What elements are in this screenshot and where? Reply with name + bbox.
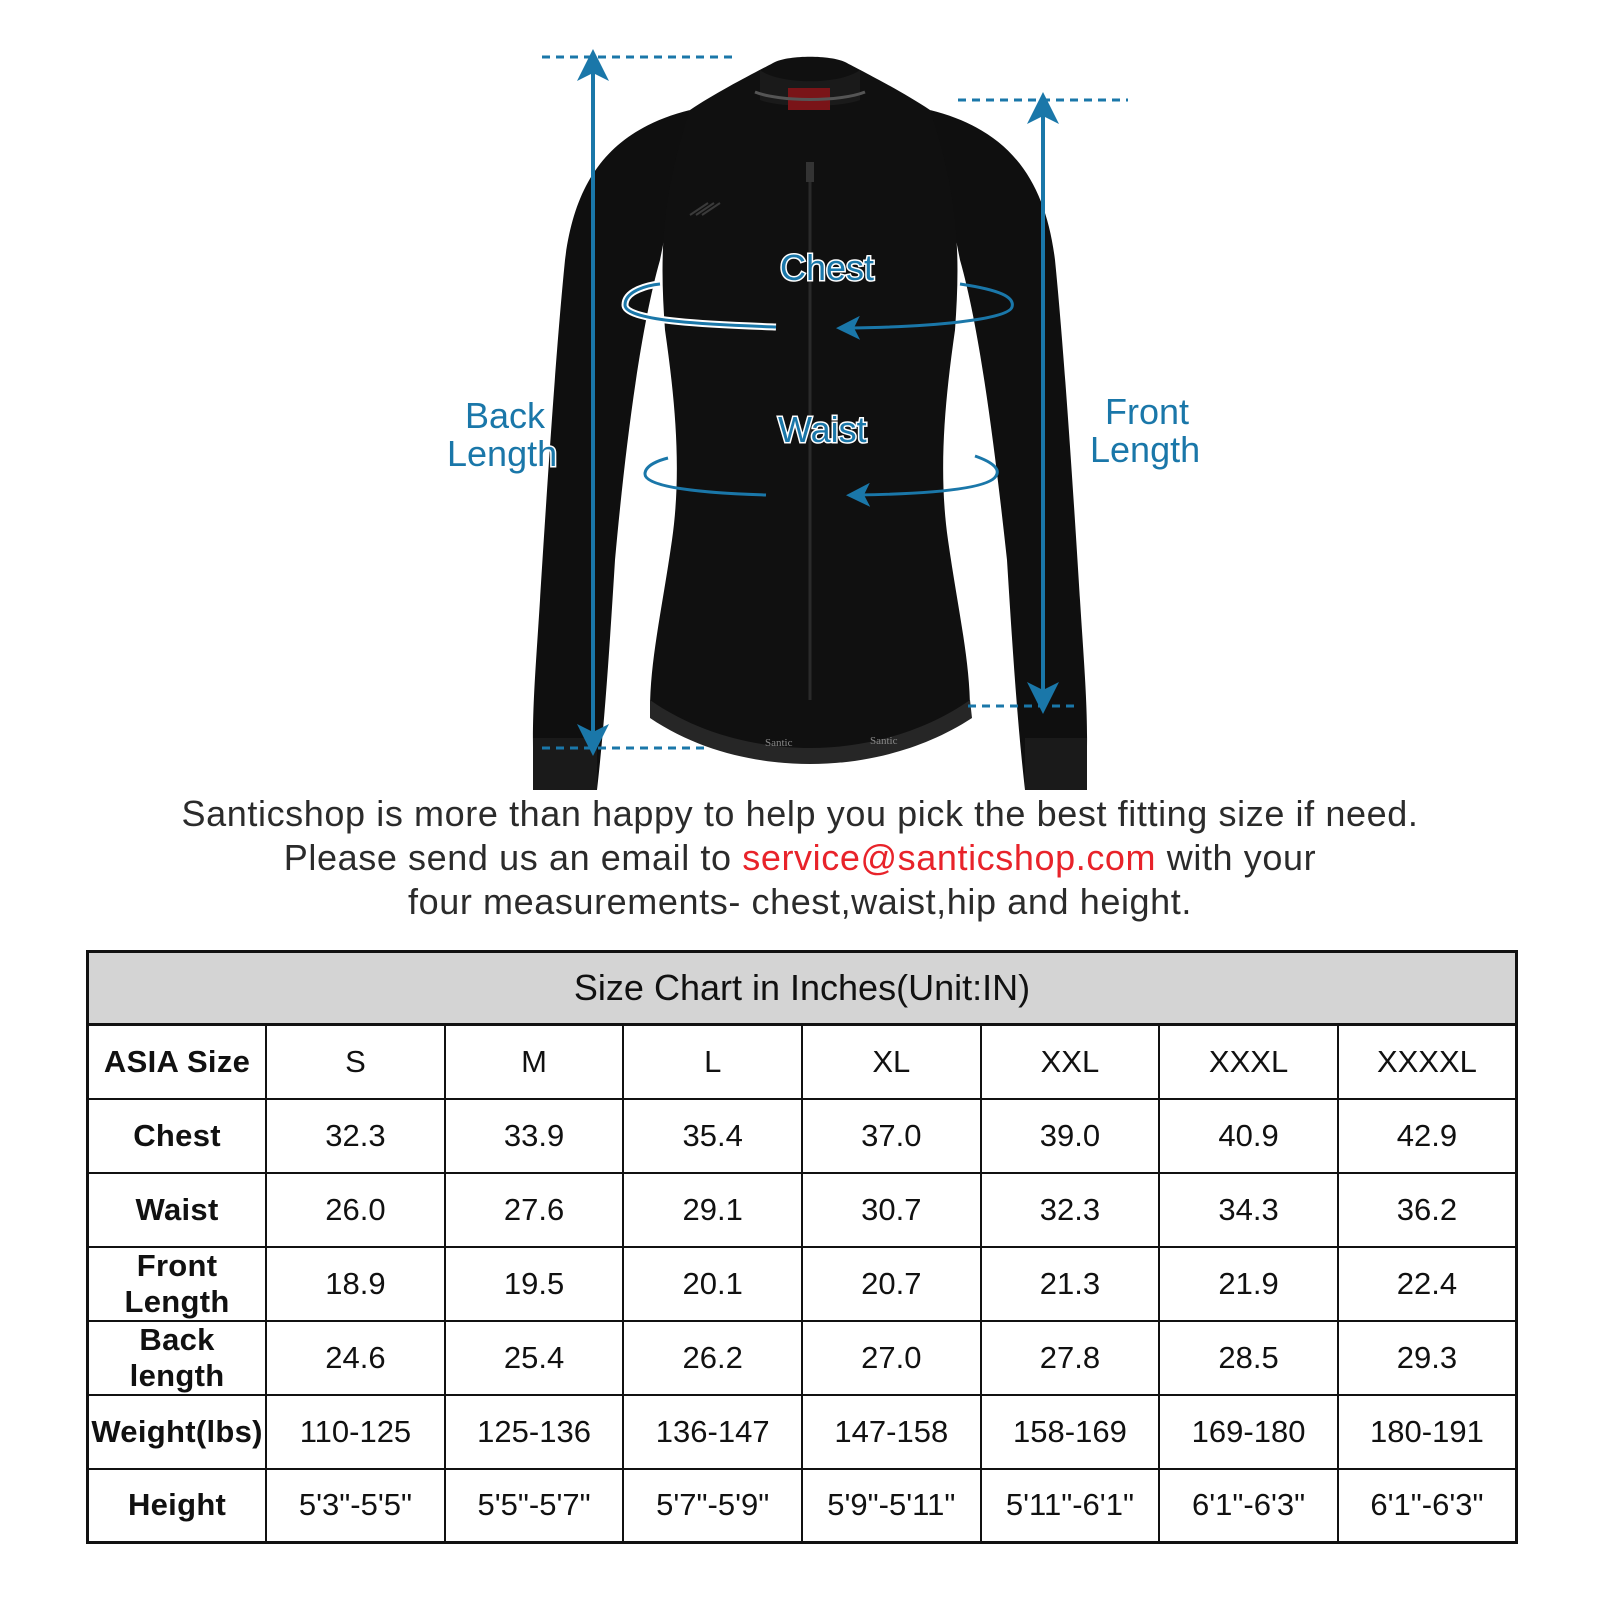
table-cell: 42.9 xyxy=(1338,1099,1517,1173)
table-cell: 27.0 xyxy=(802,1321,981,1395)
table-cell: 33.9 xyxy=(445,1099,624,1173)
table-row xyxy=(88,1321,1517,1395)
size-chart-caption-row xyxy=(88,952,1517,1025)
table-cell: 5'7"-5'9" xyxy=(623,1469,802,1543)
table-cell: 26.2 xyxy=(623,1321,802,1395)
size-column-header: XXXXL xyxy=(1338,1025,1517,1099)
table-cell: 36.2 xyxy=(1338,1173,1517,1247)
table-cell: 40.9 xyxy=(1159,1099,1338,1173)
hem-brand-text: Santic xyxy=(765,737,793,749)
table-cell: 26.0 xyxy=(266,1173,445,1247)
size-column-header: XXL xyxy=(981,1025,1160,1099)
zipper-pull xyxy=(806,162,814,182)
size-chart-title: Size Chart in Inches(Unit:IN) xyxy=(88,952,1517,1025)
table-cell: 28.5 xyxy=(1159,1321,1338,1395)
row-label: Back length xyxy=(88,1321,267,1395)
table-cell: 180-191 xyxy=(1338,1395,1517,1469)
table-cell: 6'1"-6'3" xyxy=(1338,1469,1517,1543)
intro-line-1: Santicshop is more than happy to help you pick the best fitting size if need. xyxy=(181,793,1419,834)
back-length-label-line2: Length xyxy=(447,433,558,474)
back-length-label-line1: Back xyxy=(465,395,546,436)
table-cell: 5'5"-5'7" xyxy=(445,1469,624,1543)
table-cell: 29.3 xyxy=(1338,1321,1517,1395)
table-cell: 110-125 xyxy=(266,1395,445,1469)
table-cell: 35.4 xyxy=(623,1099,802,1173)
table-cell: 34.3 xyxy=(1159,1173,1338,1247)
hem-brand-text-2: Santic xyxy=(870,735,898,747)
size-header-row xyxy=(88,1025,1517,1099)
table-cell: 5'3"-5'5" xyxy=(266,1469,445,1543)
table-cell: 30.7 xyxy=(802,1173,981,1247)
table-cell: 32.3 xyxy=(981,1173,1160,1247)
table-row xyxy=(88,1469,1517,1543)
front-length-label-line2: Length xyxy=(1090,429,1201,470)
size-column-header: S xyxy=(266,1025,445,1099)
table-cell: 6'1"-6'3" xyxy=(1159,1469,1338,1543)
size-chart-table xyxy=(86,950,1518,1544)
table-cell: 27.8 xyxy=(981,1321,1160,1395)
table-row xyxy=(88,1247,1517,1321)
left-cuff xyxy=(533,738,597,790)
table-cell: 169-180 xyxy=(1159,1395,1338,1469)
size-column-header: M xyxy=(445,1025,624,1099)
row-label: Waist xyxy=(88,1173,267,1247)
table-cell: 37.0 xyxy=(802,1099,981,1173)
size-column-header: XL xyxy=(802,1025,981,1099)
table-cell: 125-136 xyxy=(445,1395,624,1469)
intro-line-2 xyxy=(0,836,1600,880)
table-cell: 5'11"-6'1" xyxy=(981,1469,1160,1543)
table-row xyxy=(88,1173,1517,1247)
table-cell: 19.5 xyxy=(445,1247,624,1321)
table-row xyxy=(88,1395,1517,1469)
table-cell: 39.0 xyxy=(981,1099,1160,1173)
table-cell: 25.4 xyxy=(445,1321,624,1395)
row-label: Height xyxy=(88,1469,267,1543)
size-help-message xyxy=(0,792,1600,924)
table-cell: 136-147 xyxy=(623,1395,802,1469)
table-cell: 21.9 xyxy=(1159,1247,1338,1321)
size-chart-body xyxy=(88,952,1517,1543)
table-cell: 20.7 xyxy=(802,1247,981,1321)
intro-line-2-end: with your xyxy=(1156,837,1317,878)
row-label: Front Length xyxy=(88,1247,267,1321)
size-column-header: L xyxy=(623,1025,802,1099)
intro-line-2-start: Please send us an email to xyxy=(283,837,743,878)
table-cell: 18.9 xyxy=(266,1247,445,1321)
table-cell: 21.3 xyxy=(981,1247,1160,1321)
table-cell: 22.4 xyxy=(1338,1247,1517,1321)
support-email-link[interactable]: service@santicshop.com xyxy=(742,837,1157,878)
table-cell: 29.1 xyxy=(623,1173,802,1247)
table-cell: 147-158 xyxy=(802,1395,981,1469)
right-cuff xyxy=(1025,738,1087,790)
table-cell: 27.6 xyxy=(445,1173,624,1247)
table-cell: 20.1 xyxy=(623,1247,802,1321)
intro-line-3: four measurements- chest,waist,hip and height. xyxy=(408,881,1192,922)
chest-label: Chest xyxy=(780,247,875,288)
table-cell: 24.6 xyxy=(266,1321,445,1395)
waist-label: Waist xyxy=(778,409,867,450)
table-cell: 158-169 xyxy=(981,1395,1160,1469)
front-length-label-line1: Front xyxy=(1105,391,1190,432)
size-header-label: ASIA Size xyxy=(88,1025,267,1099)
row-label: Weight(lbs) xyxy=(88,1395,267,1469)
size-column-header: XXXL xyxy=(1159,1025,1338,1099)
row-label: Chest xyxy=(88,1099,267,1173)
table-row xyxy=(88,1099,1517,1173)
table-cell: 5'9"-5'11" xyxy=(802,1469,981,1543)
table-cell: 32.3 xyxy=(266,1099,445,1173)
